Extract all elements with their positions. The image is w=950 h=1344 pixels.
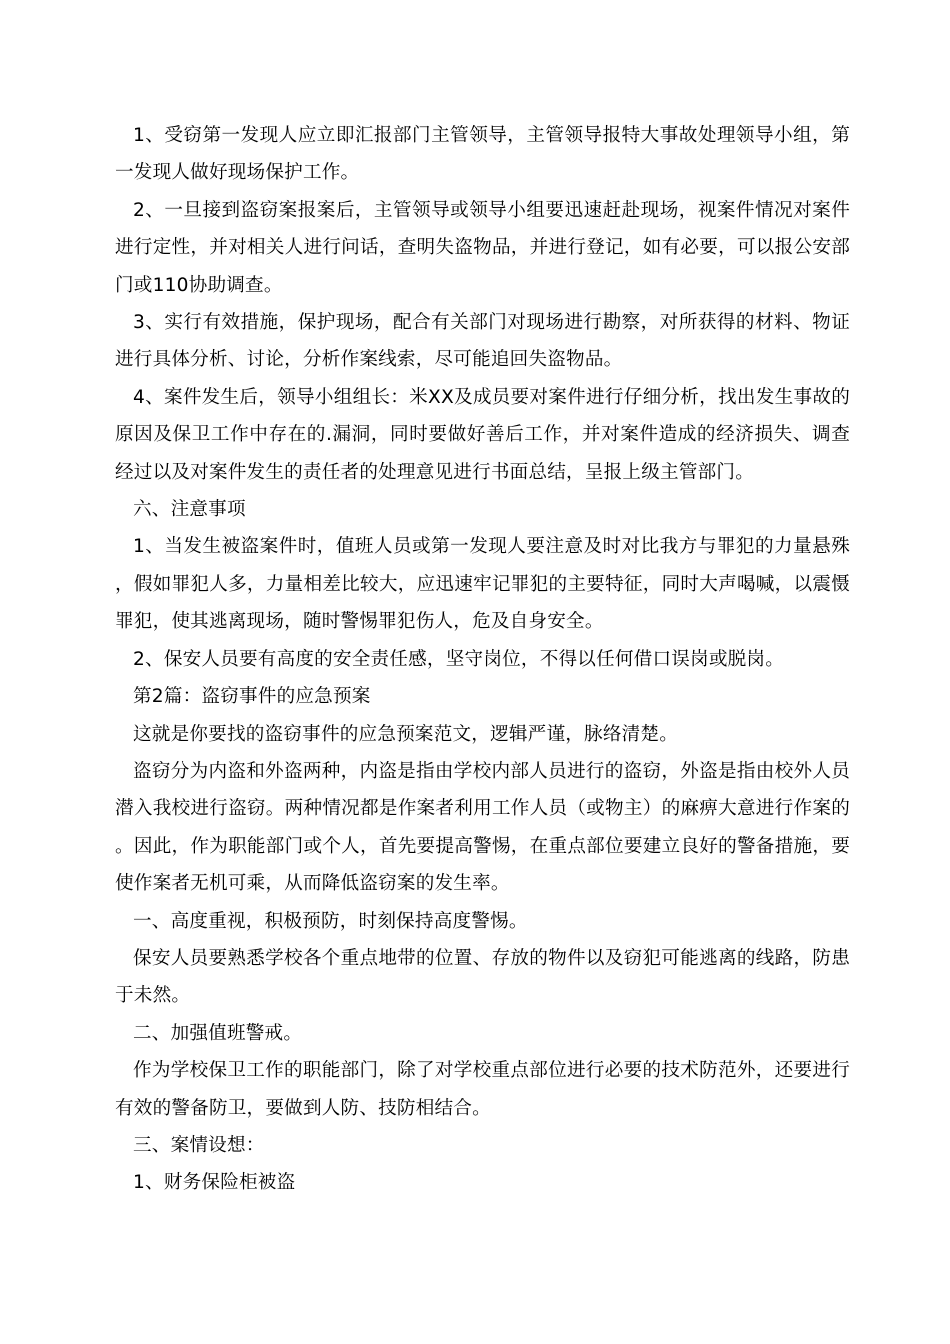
document-body (115, 117, 850, 1202)
paragraph-report-to-leaders: 1、受窃第一发现人应立即汇报部门主管领导，主管领导报特大事故处理领导小组，第一发现人做好现场保护工作。 (115, 125, 850, 184)
article-title-part-2: 第2篇：盗窃事件的应急预案 (133, 686, 371, 708)
section-heading-2: 二、加强值班警戒。 (133, 1022, 303, 1044)
paragraph-note-2: 2、保安人员要有高度的安全责任感，坚守岗位，不得以任何借口误岗或脱岗。 (133, 648, 785, 670)
section-heading-notes: 六、注意事项 (133, 499, 246, 521)
paragraph-theft-types: 盗窃分为内盗和外盗两种，内盗是指由学校内部人员进行的盗窃，外盗是指由校外人员潜入我校进行盗窃。两种情况都是作案者利用工作人员（或物主）的麻痹大意进行作案的。因此，作为职能部门或个人，首先要提高警惕，在重点部位要建立良好的警备措施，要使作案者无机可乘，从而降低盗窃案的发生率。 (115, 760, 850, 895)
paragraph-security-dept: 作为学校保卫工作的职能部门，除了对学校重点部位进行必要的技术防范外，还要进行有效的警备防卫，要做到人防、技防相结合。 (115, 1060, 850, 1119)
section-heading-3: 三、案情设想： (133, 1134, 265, 1156)
paragraph-intro: 这就是你要找的盗窃事件的应急预案范文，逻辑严谨，脉络清楚。 (133, 723, 679, 745)
section-heading-1: 一、高度重视，积极预防，时刻保持高度警惕。 (133, 910, 528, 932)
paragraph-rush-to-scene: 2、一旦接到盗窃案报案后，主管领导或领导小组要迅速赶赴现场，视案件情况对案件进行定性，并对相关人进行问话，查明失盗物品，并进行登记，如有必要，可以报公安部门或110协助调查。 (115, 199, 850, 296)
paragraph-safe-stolen: 1、财务保险柜被盗 (133, 1172, 296, 1194)
paragraph-protect-scene: 3、实行有效措施，保护现场，配合有关部门对现场进行勘察，对所获得的材料、物证进行具体分析、讨论，分析作案线索，尽可能追回失盗物品。 (115, 312, 850, 371)
paragraph-guards-familiar: 保安人员要熟悉学校各个重点地带的位置、存放的物件以及窃犯可能逃离的线路，防患于未然。 (115, 947, 850, 1007)
paragraph-note-1: 1、当发生被盗案件时，值班人员或第一发现人要注意及时对比我方与罪犯的力量悬殊，假如罪犯人多，力量相差比较大，应迅速牢记罪犯的主要特征，同时大声喝喊，以震慑罪犯，使其逃离现场，随时警惕罪犯伤人，危及自身安全。 (115, 536, 850, 633)
paragraph-case-analysis: 4、案件发生后，领导小组组长：米XX及成员要对案件进行仔细分析，找出发生事故的原因及保卫工作中存在的.漏洞，同时要做好善后工作，并对案件造成的经济损失、调查经过以及对案件发生的责任者的处理意见进行书面总结，呈报上级主管部门。 (115, 386, 850, 483)
